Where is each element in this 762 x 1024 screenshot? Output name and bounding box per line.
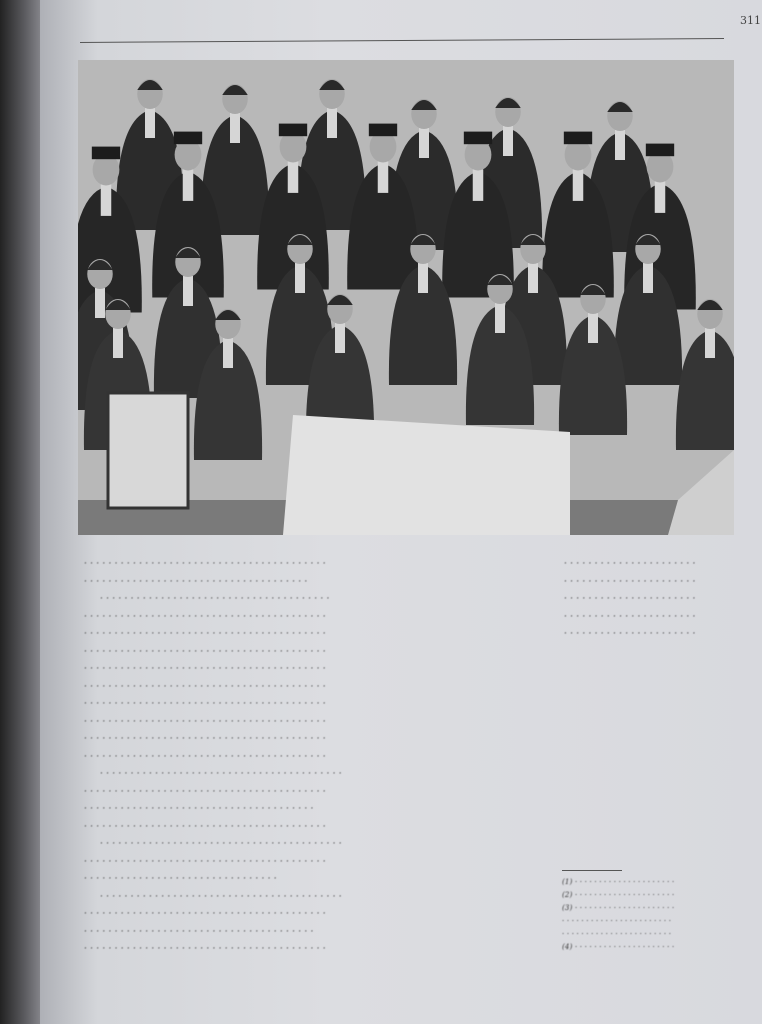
fez-hat	[564, 132, 592, 145]
figure-shirt	[615, 130, 625, 160]
photo-caption	[564, 558, 734, 646]
fez-hat	[92, 147, 120, 160]
text-line: · · · · · · · · · · · · · · · · · · · · · · · · · · · · · · · · · · · · · · · ·	[84, 646, 326, 657]
figure-shirt	[655, 181, 666, 213]
text-line: · · · · · · · · · · · · · · · · · · · · · · · · · · · · · · · · · · · · · · · ·	[84, 821, 326, 832]
text-line: · · · · · · · · · · · · · · · · · · · · · · · · · · · · · · · · · · · · · ·	[84, 804, 314, 814]
sign-board	[108, 393, 188, 508]
figure-shirt	[101, 184, 112, 216]
text-line: · · · · · · · · · · · · · · · · · · · · · · · · · · · · · · · · · · · · ·	[84, 576, 308, 587]
figure-shirt	[588, 313, 598, 343]
footnote-rule	[562, 870, 622, 871]
text-line: · · · · · · · · · · · · · · · · · · · · · · ·	[562, 917, 672, 925]
text-line: · · · · · · · · · · · · · · · · · · · · · · ·	[562, 930, 672, 938]
fez-hat	[464, 132, 492, 145]
text-line: · · · · · · · · · · · · · · · · · · · · · · · · · · · · · · · · · · · · · · · ·	[84, 681, 326, 692]
fez-hat	[646, 144, 674, 157]
figure-shirt	[378, 161, 389, 193]
figure-shirt	[113, 328, 123, 358]
fez-hat	[174, 132, 202, 145]
text-line: · · · · · · · · · · · · · · · · · · · · · · · · · · · · · · · · · · · · · · · ·	[84, 716, 326, 727]
fez-hat	[279, 124, 307, 137]
group-photograph	[78, 60, 734, 535]
text-line: · · · · · · · · · · · · · · · · · · · · · · · · · · · · · · · · · · · · · · · ·	[84, 629, 326, 639]
text-line: · · · · · · · · · · · · · · · · · · · · · · · · · · · · · · · · · · · · · ·	[84, 926, 314, 937]
text-line: · · · · · · · · · · · · · · · · · · · · · · · · · · · · · · · · · · · · · · · ·	[84, 751, 326, 762]
figure-shirt	[473, 169, 484, 201]
text-line: (3) · · · · · · · · · · · · · · · · · · · · ·	[562, 904, 675, 912]
text-line: (4) · · · · · · · · · · · · · · · · · · · · ·	[562, 943, 675, 951]
figure-shirt	[95, 288, 105, 318]
text-line: · · · · · · · · · · · · · · · · · · · · · · · · · · · · · · · · · · · · · · · ·	[100, 839, 342, 849]
text-line: · · · · · · · · · · · · · · · · · · · · · ·	[564, 576, 696, 587]
figure-shirt	[230, 113, 240, 143]
figure-shirt	[495, 303, 505, 333]
figure-shirt	[418, 263, 428, 293]
text-line: · · · · · · · · · · · · · · · · · · · · · · · · · · · · · · · · · · · · · · · ·	[84, 909, 326, 919]
text-line: · · · · · · · · · · · · · · · · · · · · · · · · · · · · · · · · · · · · · · · ·	[100, 891, 342, 902]
text-line: · · · · · · · · · · · · · · · · · · · · · · · · · · · · · · · · · · · · · · · ·	[84, 699, 326, 709]
text-line: · · · · · · · · · · · · · · · · · · · · · · · · · · · · · · · · · · · · · · · ·	[84, 944, 326, 954]
text-line: · · · · · · · · · · · · · · · · · · · · · · · · · · · · · · · · · · · · · ·	[100, 594, 330, 604]
text-line: · · · · · · · · · · · · · · · · · · · · · · · · · · · · · · · · · · · · · · · ·	[84, 664, 326, 674]
book-gutter	[0, 0, 44, 1024]
fez-hat	[369, 124, 397, 137]
page-number: 311	[740, 14, 761, 27]
text-line: · · · · · · · · · · · · · · · · · · · · · · · · · · · · · · · · · · · · · · · ·	[84, 611, 326, 622]
text-line: · · · · · · · · · · · · · · · · · · · · · ·	[564, 594, 696, 604]
figure-shirt	[335, 323, 345, 353]
figure-shirt	[643, 263, 653, 293]
figure-shirt	[288, 161, 299, 193]
text-line: (1) · · · · · · · · · · · · · · · · · · · · ·	[562, 878, 675, 886]
figure-shirt	[705, 328, 715, 358]
photograph-image	[78, 60, 734, 535]
figure-shirt	[223, 338, 233, 368]
figure-shirt	[327, 108, 337, 138]
footnotes	[562, 870, 742, 955]
text-line: · · · · · · · · · · · · · · · · · · · · · · · · · · · · · · · · · · · · · · · ·	[100, 769, 342, 779]
figure-shirt	[503, 126, 513, 156]
figure-shirt	[295, 263, 305, 293]
figure-shirt	[183, 276, 193, 306]
text-line: · · · · · · · · · · · · · · · · · · · · · ·	[564, 629, 696, 639]
figure-shirt	[145, 108, 155, 138]
text-line: · · · · · · · · · · · · · · · · · · · · · · · · · · · · · · · · · · · · · · · ·	[84, 734, 326, 744]
figure-shirt	[183, 169, 194, 201]
figure-shirt	[528, 263, 538, 293]
text-line: (2) · · · · · · · · · · · · · · · · · · · · ·	[562, 891, 675, 899]
main-text-column	[84, 558, 550, 961]
white-banner	[283, 415, 570, 535]
text-line: · · · · · · · · · · · · · · · · · · · · · · · · · · · · · · · ·	[84, 874, 277, 884]
text-line: · · · · · · · · · · · · · · · · · · · · · ·	[564, 559, 696, 569]
text-line: · · · · · · · · · · · · · · · · · · · · · ·	[564, 611, 696, 622]
figure-shirt	[573, 169, 584, 201]
text-line: · · · · · · · · · · · · · · · · · · · · · · · · · · · · · · · · · · · · · · · ·	[84, 786, 326, 797]
text-line: · · · · · · · · · · · · · · · · · · · · · · · · · · · · · · · · · · · · · · · ·	[84, 559, 326, 569]
figure-shirt	[419, 128, 429, 158]
text-line: · · · · · · · · · · · · · · · · · · · · · · · · · · · · · · · · · · · · · · · ·	[84, 856, 326, 867]
